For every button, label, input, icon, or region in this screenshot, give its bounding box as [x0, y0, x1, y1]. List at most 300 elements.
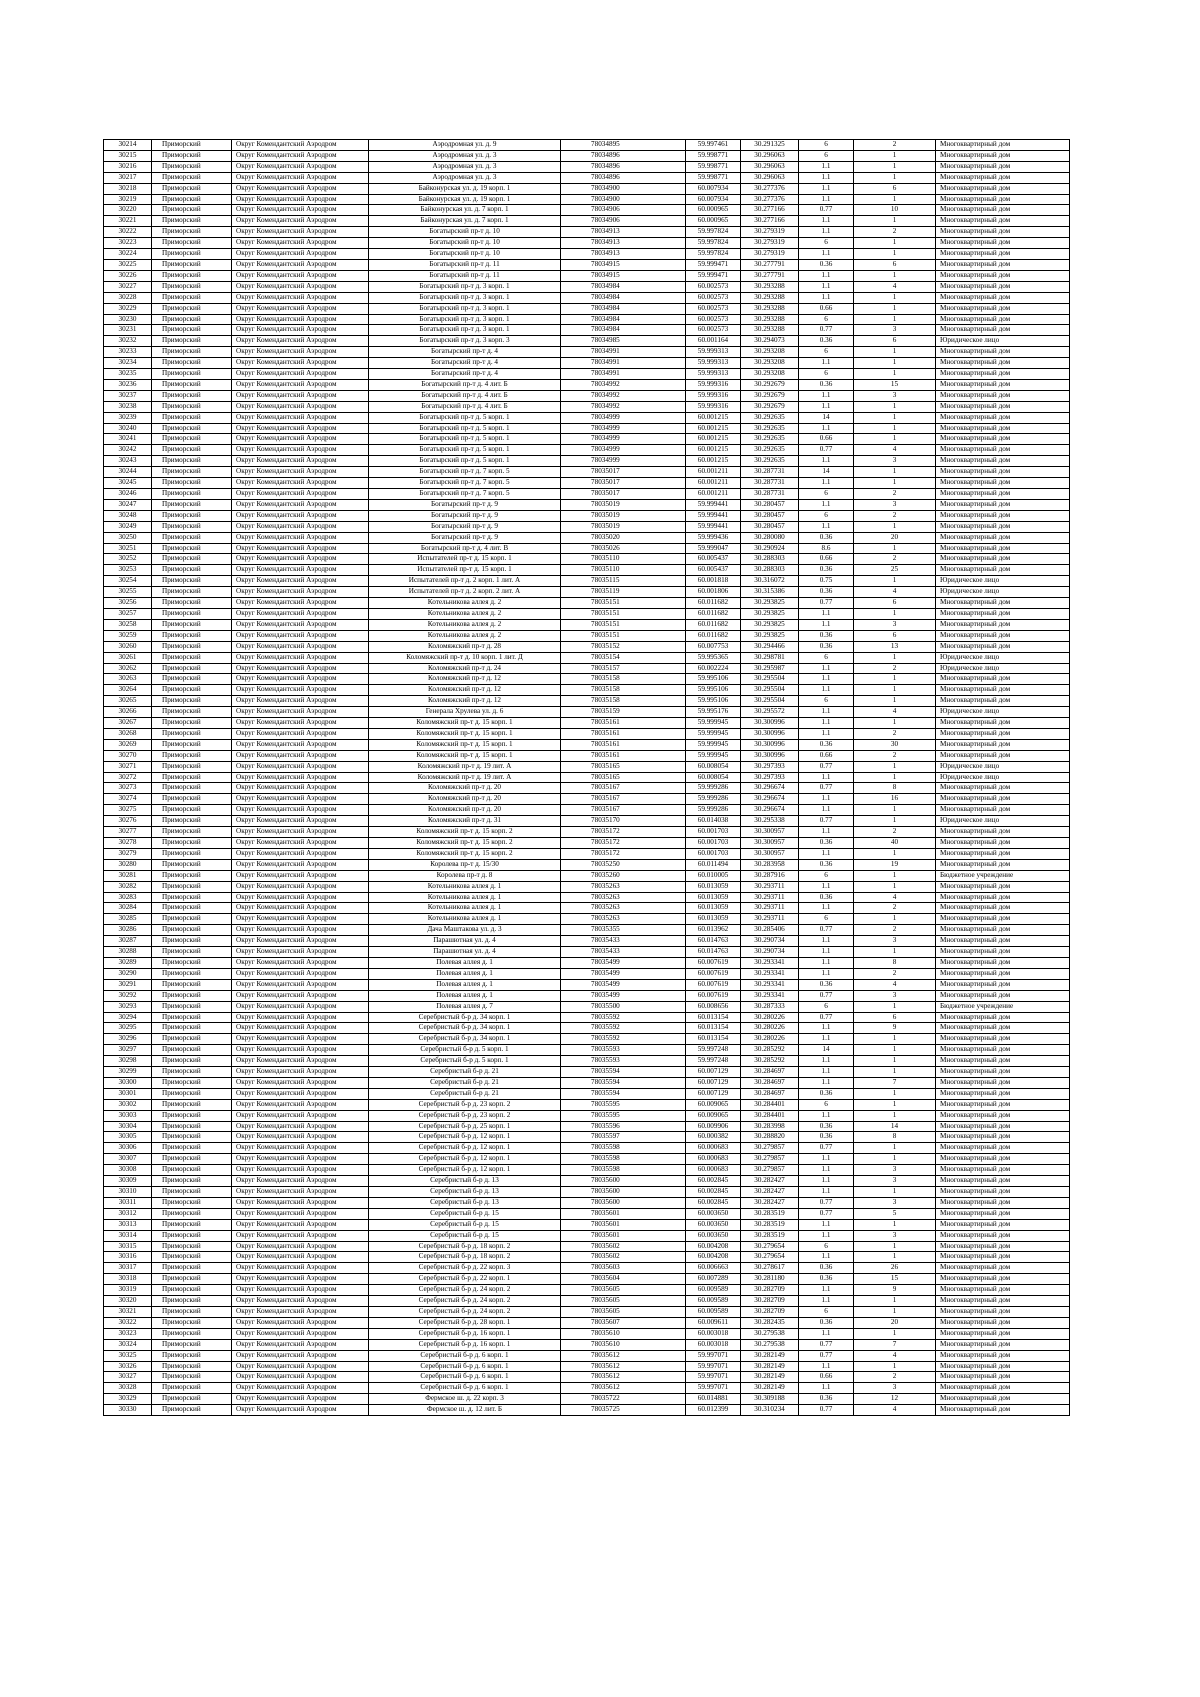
volume-cell: 1.1: [799, 1110, 854, 1121]
volume-cell: 1.1: [799, 183, 854, 194]
building-code-cell: 78035170: [561, 816, 686, 827]
building-code-cell: 78035725: [561, 1405, 686, 1416]
volume-cell: 1.1: [799, 619, 854, 630]
building-code-cell: 78034999: [561, 456, 686, 467]
building-code-cell: 78034913: [561, 249, 686, 260]
object-type-cell: Многоквартирный дом: [936, 249, 1070, 260]
count-cell: 30: [854, 739, 936, 750]
row-id: 30269: [104, 739, 152, 750]
row-id: 30309: [104, 1176, 152, 1187]
count-cell: 4: [854, 587, 936, 598]
district-cell: Приморский: [152, 1012, 232, 1023]
building-code-cell: 78035598: [561, 1154, 686, 1165]
volume-cell: 0.36: [799, 1121, 854, 1132]
row-id: 30227: [104, 281, 152, 292]
volume-cell: 1.1: [799, 827, 854, 838]
volume-cell: 14: [799, 1045, 854, 1056]
municipal-okrug-cell: Округ Комендантский Аэродром: [232, 1023, 369, 1034]
address-cell: Серебристый б-р д. 5 корп. 1: [369, 1045, 561, 1056]
district-cell: Приморский: [152, 325, 232, 336]
longitude-cell: 30.292635: [741, 456, 799, 467]
object-type-cell: Многоквартирный дом: [936, 161, 1070, 172]
longitude-cell: 30.279654: [741, 1241, 799, 1252]
municipal-okrug-cell: Округ Комендантский Аэродром: [232, 783, 369, 794]
row-id: 30216: [104, 161, 152, 172]
row-id: 30328: [104, 1383, 152, 1394]
address-cell: Аэродромная ул. д. 3: [369, 150, 561, 161]
district-cell: Приморский: [152, 489, 232, 500]
table-row: [104, 521, 1070, 532]
table-row: [104, 1176, 1070, 1187]
building-code-cell: 78035603: [561, 1263, 686, 1274]
municipal-okrug-cell: Округ Комендантский Аэродром: [232, 445, 369, 456]
municipal-okrug-cell: Округ Комендантский Аэродром: [232, 412, 369, 423]
object-type-cell: Многоквартирный дом: [936, 1219, 1070, 1230]
volume-cell: 6: [799, 652, 854, 663]
address-cell: Богатырский пр-т д. 9: [369, 499, 561, 510]
address-cell: Серебристый б-р д. 23 корп. 2: [369, 1110, 561, 1121]
district-cell: Приморский: [152, 728, 232, 739]
municipal-okrug-cell: Округ Комендантский Аэродром: [232, 521, 369, 532]
municipal-okrug-cell: Округ Комендантский Аэродром: [232, 1241, 369, 1252]
building-code-cell: 78035017: [561, 489, 686, 500]
longitude-cell: 30.288820: [741, 1132, 799, 1143]
row-id: 30243: [104, 456, 152, 467]
municipal-okrug-cell: Округ Комендантский Аэродром: [232, 641, 369, 652]
longitude-cell: 30.296674: [741, 783, 799, 794]
object-type-cell: Многоквартирный дом: [936, 957, 1070, 968]
longitude-cell: 30.290924: [741, 543, 799, 554]
longitude-cell: 30.293341: [741, 968, 799, 979]
object-type-cell: Юридическое лицо: [936, 772, 1070, 783]
object-type-cell: Многоквартирный дом: [936, 205, 1070, 216]
table-row: [104, 1023, 1070, 1034]
table-row: [104, 543, 1070, 554]
latitude-cell: 60.001215: [686, 456, 741, 467]
row-id: 30241: [104, 434, 152, 445]
object-type-cell: Многоквартирный дом: [936, 947, 1070, 958]
table-row: [104, 772, 1070, 783]
row-id: 30322: [104, 1317, 152, 1328]
table-row: [104, 1361, 1070, 1372]
building-code-cell: 78035605: [561, 1285, 686, 1296]
table-row: [104, 859, 1070, 870]
municipal-okrug-cell: Округ Комендантский Аэродром: [232, 1143, 369, 1154]
volume-cell: 1.1: [799, 1165, 854, 1176]
volume-cell: 1.1: [799, 707, 854, 718]
building-code-cell: 78034984: [561, 292, 686, 303]
municipal-okrug-cell: Округ Комендантский Аэродром: [232, 1077, 369, 1088]
building-code-cell: 78035017: [561, 467, 686, 478]
municipal-okrug-cell: Округ Комендантский Аэродром: [232, 1263, 369, 1274]
municipal-okrug-cell: Округ Комендантский Аэродром: [232, 303, 369, 314]
address-cell: Фермское ш. д. 12 лит. Б: [369, 1405, 561, 1416]
longitude-cell: 30.293825: [741, 619, 799, 630]
table-row: [104, 630, 1070, 641]
latitude-cell: 60.002573: [686, 303, 741, 314]
row-id: 30284: [104, 903, 152, 914]
count-cell: 3: [854, 990, 936, 1001]
object-type-cell: Многоквартирный дом: [936, 1252, 1070, 1263]
longitude-cell: 30.293288: [741, 281, 799, 292]
volume-cell: 0.36: [799, 892, 854, 903]
table-row: [104, 1077, 1070, 1088]
table-row: [104, 1285, 1070, 1296]
count-cell: 1: [854, 303, 936, 314]
municipal-okrug-cell: Округ Комендантский Аэродром: [232, 608, 369, 619]
address-cell: Коломяжский пр-т д. 12: [369, 674, 561, 685]
municipal-okrug-cell: Округ Комендантский Аэродром: [232, 587, 369, 598]
volume-cell: 6: [799, 140, 854, 151]
address-cell: Серебристый б-р д. 6 корп. 1: [369, 1350, 561, 1361]
object-type-cell: Многоквартирный дом: [936, 1197, 1070, 1208]
row-id: 30280: [104, 859, 152, 870]
municipal-okrug-cell: Округ Комендантский Аэродром: [232, 816, 369, 827]
longitude-cell: 30.293208: [741, 358, 799, 369]
latitude-cell: 59.997071: [686, 1361, 741, 1372]
count-cell: 1: [854, 238, 936, 249]
count-cell: 1: [854, 521, 936, 532]
address-cell: Испытателей пр-т д. 2 корп. 1 лит. А: [369, 576, 561, 587]
address-cell: Байконурская ул. д. 19 корп. 1: [369, 183, 561, 194]
latitude-cell: 59.995176: [686, 707, 741, 718]
address-cell: Котельникова аллея д. 1: [369, 903, 561, 914]
district-cell: Приморский: [152, 608, 232, 619]
latitude-cell: 60.000382: [686, 1132, 741, 1143]
volume-cell: 1.1: [799, 1056, 854, 1067]
address-cell: Коломяжский пр-т д. 20: [369, 783, 561, 794]
object-type-cell: Многоквартирный дом: [936, 314, 1070, 325]
count-cell: 6: [854, 630, 936, 641]
object-type-cell: Юридическое лицо: [936, 336, 1070, 347]
volume-cell: 0.77: [799, 1197, 854, 1208]
district-cell: Приморский: [152, 194, 232, 205]
municipal-okrug-cell: Округ Комендантский Аэродром: [232, 292, 369, 303]
table-row: [104, 1252, 1070, 1263]
building-code-cell: 78035592: [561, 1012, 686, 1023]
building-code-cell: 78035017: [561, 478, 686, 489]
table-row: [104, 412, 1070, 423]
building-code-cell: 78035600: [561, 1187, 686, 1198]
municipal-okrug-cell: Округ Комендантский Аэродром: [232, 794, 369, 805]
longitude-cell: 30.280226: [741, 1023, 799, 1034]
row-id: 30218: [104, 183, 152, 194]
latitude-cell: 59.999047: [686, 543, 741, 554]
count-cell: 1: [854, 1099, 936, 1110]
municipal-okrug-cell: Округ Комендантский Аэродром: [232, 1056, 369, 1067]
longitude-cell: 30.293288: [741, 303, 799, 314]
building-code-cell: 78035601: [561, 1219, 686, 1230]
row-id: 30252: [104, 554, 152, 565]
municipal-okrug-cell: Округ Комендантский Аэродром: [232, 1274, 369, 1285]
latitude-cell: 60.001703: [686, 838, 741, 849]
count-cell: 3: [854, 1176, 936, 1187]
address-cell: Коломяжский пр-т д. 19 лит. А: [369, 761, 561, 772]
count-cell: 1: [854, 358, 936, 369]
longitude-cell: 30.280226: [741, 1012, 799, 1023]
building-code-cell: 78035158: [561, 696, 686, 707]
count-cell: 1: [854, 1001, 936, 1012]
longitude-cell: 30.283519: [741, 1230, 799, 1241]
table-row: [104, 903, 1070, 914]
district-cell: Приморский: [152, 1405, 232, 1416]
longitude-cell: 30.282435: [741, 1317, 799, 1328]
longitude-cell: 30.282149: [741, 1361, 799, 1372]
district-cell: Приморский: [152, 947, 232, 958]
row-id: 30258: [104, 619, 152, 630]
address-cell: Серебристый б-р д. 13: [369, 1197, 561, 1208]
volume-cell: 0.77: [799, 1012, 854, 1023]
latitude-cell: 60.000965: [686, 216, 741, 227]
longitude-cell: 30.310234: [741, 1405, 799, 1416]
district-cell: Приморский: [152, 227, 232, 238]
count-cell: 1: [854, 881, 936, 892]
volume-cell: 0.36: [799, 565, 854, 576]
table-row: [104, 750, 1070, 761]
latitude-cell: 59.999286: [686, 805, 741, 816]
address-cell: Богатырский пр-т д. 3 корп. 1: [369, 325, 561, 336]
count-cell: 3: [854, 936, 936, 947]
building-code-cell: 78034900: [561, 194, 686, 205]
district-cell: Приморский: [152, 216, 232, 227]
address-cell: Полевая аллея д. 1: [369, 990, 561, 1001]
volume-cell: 0.77: [799, 816, 854, 827]
latitude-cell: 60.001703: [686, 827, 741, 838]
district-cell: Приморский: [152, 554, 232, 565]
object-type-cell: Многоквартирный дом: [936, 1394, 1070, 1405]
table-row: [104, 914, 1070, 925]
volume-cell: 1.1: [799, 456, 854, 467]
district-cell: Приморский: [152, 1317, 232, 1328]
building-code-cell: 78034896: [561, 150, 686, 161]
district-cell: Приморский: [152, 1077, 232, 1088]
table-row: [104, 619, 1070, 630]
address-cell: Богатырский пр-т д. 4: [369, 347, 561, 358]
object-type-cell: Многоквартирный дом: [936, 412, 1070, 423]
latitude-cell: 60.005437: [686, 565, 741, 576]
municipal-okrug-cell: Округ Комендантский Аэродром: [232, 619, 369, 630]
row-id: 30249: [104, 521, 152, 532]
table-row: [104, 336, 1070, 347]
row-id: 30286: [104, 925, 152, 936]
object-type-cell: Многоквартирный дом: [936, 1165, 1070, 1176]
volume-cell: 6: [799, 314, 854, 325]
longitude-cell: 30.293288: [741, 314, 799, 325]
table-row: [104, 968, 1070, 979]
latitude-cell: 60.001806: [686, 587, 741, 598]
object-type-cell: Многоквартирный дом: [936, 510, 1070, 521]
municipal-okrug-cell: Округ Комендантский Аэродром: [232, 979, 369, 990]
count-cell: 1: [854, 172, 936, 183]
address-cell: Серебристый б-р д. 18 корп. 2: [369, 1252, 561, 1263]
longitude-cell: 30.293711: [741, 881, 799, 892]
volume-cell: 1.1: [799, 270, 854, 281]
count-cell: 26: [854, 1263, 936, 1274]
latitude-cell: 60.013962: [686, 925, 741, 936]
district-cell: Приморский: [152, 914, 232, 925]
building-code-cell: 78035604: [561, 1274, 686, 1285]
district-cell: Приморский: [152, 739, 232, 750]
district-cell: Приморский: [152, 205, 232, 216]
latitude-cell: 60.002573: [686, 314, 741, 325]
longitude-cell: 30.296674: [741, 794, 799, 805]
table-row: [104, 1328, 1070, 1339]
object-type-cell: Многоквартирный дом: [936, 936, 1070, 947]
row-id: 30312: [104, 1208, 152, 1219]
row-id: 30281: [104, 870, 152, 881]
district-cell: Приморский: [152, 445, 232, 456]
count-cell: 6: [854, 259, 936, 270]
row-id: 30329: [104, 1394, 152, 1405]
volume-cell: 1.1: [799, 1361, 854, 1372]
building-code-cell: 78034906: [561, 216, 686, 227]
table-row: [104, 1045, 1070, 1056]
count-cell: 1: [854, 1241, 936, 1252]
table-row: [104, 565, 1070, 576]
count-cell: 1: [854, 161, 936, 172]
volume-cell: 0.66: [799, 750, 854, 761]
address-cell: Богатырский пр-т д. 5 корп. 1: [369, 456, 561, 467]
building-code-cell: 78035165: [561, 772, 686, 783]
row-id: 30292: [104, 990, 152, 1001]
district-cell: Приморский: [152, 1394, 232, 1405]
row-id: 30315: [104, 1241, 152, 1252]
object-type-cell: Многоквартирный дом: [936, 1088, 1070, 1099]
object-type-cell: Многоквартирный дом: [936, 881, 1070, 892]
address-cell: Серебристый б-р д. 13: [369, 1176, 561, 1187]
row-id: 30285: [104, 914, 152, 925]
address-cell: Богатырский пр-т д. 9: [369, 532, 561, 543]
municipal-okrug-cell: Округ Комендантский Аэродром: [232, 728, 369, 739]
building-code-cell: 78035161: [561, 718, 686, 729]
longitude-cell: 30.292679: [741, 390, 799, 401]
address-cell: Полевая аллея д. 1: [369, 957, 561, 968]
volume-cell: 1.1: [799, 227, 854, 238]
longitude-cell: 30.279857: [741, 1143, 799, 1154]
municipal-okrug-cell: Округ Комендантский Аэродром: [232, 718, 369, 729]
table-row: [104, 358, 1070, 369]
count-cell: 1: [854, 369, 936, 380]
object-type-cell: Многоквартирный дом: [936, 281, 1070, 292]
municipal-okrug-cell: Округ Комендантский Аэродром: [232, 750, 369, 761]
object-type-cell: Многоквартирный дом: [936, 1274, 1070, 1285]
table-row: [104, 761, 1070, 772]
district-cell: Приморский: [152, 336, 232, 347]
building-code-cell: 78035595: [561, 1110, 686, 1121]
municipal-okrug-cell: Округ Комендантский Аэродром: [232, 1252, 369, 1263]
object-type-cell: Многоквартирный дом: [936, 1306, 1070, 1317]
latitude-cell: 60.010005: [686, 870, 741, 881]
count-cell: 1: [854, 947, 936, 958]
volume-cell: 0.66: [799, 554, 854, 565]
object-type-cell: Многоквартирный дом: [936, 532, 1070, 543]
count-cell: 1: [854, 1252, 936, 1263]
district-cell: Приморский: [152, 510, 232, 521]
volume-cell: 1.1: [799, 216, 854, 227]
object-type-cell: Многоквартирный дом: [936, 1230, 1070, 1241]
building-code-cell: 78034992: [561, 401, 686, 412]
municipal-okrug-cell: Округ Комендантский Аэродром: [232, 838, 369, 849]
municipal-okrug-cell: Округ Комендантский Аэродром: [232, 947, 369, 958]
latitude-cell: 59.999945: [686, 718, 741, 729]
longitude-cell: 30.293825: [741, 598, 799, 609]
address-cell: Серебристый б-р д. 24 корп. 2: [369, 1306, 561, 1317]
row-id: 30283: [104, 892, 152, 903]
latitude-cell: 60.000965: [686, 205, 741, 216]
district-cell: Приморский: [152, 838, 232, 849]
address-cell: Богатырский пр-т д. 11: [369, 259, 561, 270]
municipal-okrug-cell: Округ Комендантский Аэродром: [232, 1099, 369, 1110]
latitude-cell: 59.995106: [686, 696, 741, 707]
address-cell: Серебристый б-р д. 34 корп. 1: [369, 1012, 561, 1023]
count-cell: 1: [854, 216, 936, 227]
municipal-okrug-cell: Округ Комендантский Аэродром: [232, 1187, 369, 1198]
address-cell: Богатырский пр-т д. 3 корп. 1: [369, 292, 561, 303]
longitude-cell: 30.291325: [741, 140, 799, 151]
table-row: [104, 478, 1070, 489]
volume-cell: 1.1: [799, 805, 854, 816]
row-id: 30311: [104, 1197, 152, 1208]
address-cell: Серебристый б-р д. 18 корп. 2: [369, 1241, 561, 1252]
district-cell: Приморский: [152, 925, 232, 936]
count-cell: 1: [854, 772, 936, 783]
municipal-okrug-cell: Округ Комендантский Аэродром: [232, 630, 369, 641]
building-code-cell: 78035601: [561, 1230, 686, 1241]
district-cell: Приморский: [152, 1328, 232, 1339]
volume-cell: 0.77: [799, 598, 854, 609]
district-cell: Приморский: [152, 467, 232, 478]
object-type-cell: Многоквартирный дом: [936, 827, 1070, 838]
district-cell: Приморский: [152, 619, 232, 630]
municipal-okrug-cell: Округ Комендантский Аэродром: [232, 1165, 369, 1176]
count-cell: 2: [854, 903, 936, 914]
municipal-okrug-cell: Округ Комендантский Аэродром: [232, 1296, 369, 1307]
district-cell: Приморский: [152, 990, 232, 1001]
latitude-cell: 59.999945: [686, 739, 741, 750]
row-id: 30250: [104, 532, 152, 543]
row-id: 30242: [104, 445, 152, 456]
table-row: [104, 685, 1070, 696]
count-cell: 1: [854, 543, 936, 554]
latitude-cell: 60.001215: [686, 445, 741, 456]
table-row: [104, 1372, 1070, 1383]
latitude-cell: 59.999286: [686, 783, 741, 794]
latitude-cell: 59.998771: [686, 172, 741, 183]
object-type-cell: Многоквартирный дом: [936, 434, 1070, 445]
building-code-cell: 78035172: [561, 848, 686, 859]
object-type-cell: Многоквартирный дом: [936, 1383, 1070, 1394]
address-cell: Фермское ш. д. 22 корп. 3: [369, 1394, 561, 1405]
table-row: [104, 1034, 1070, 1045]
longitude-cell: 30.288303: [741, 565, 799, 576]
count-cell: 1: [854, 1067, 936, 1078]
municipal-okrug-cell: Округ Комендантский Аэродром: [232, 1154, 369, 1165]
table-row: [104, 1110, 1070, 1121]
row-id: 30275: [104, 805, 152, 816]
address-cell: Богатырский пр-т д. 11: [369, 270, 561, 281]
table-row: [104, 183, 1070, 194]
table-row: [104, 347, 1070, 358]
volume-cell: 1.1: [799, 881, 854, 892]
municipal-okrug-cell: Округ Комендантский Аэродром: [232, 554, 369, 565]
longitude-cell: 30.292679: [741, 401, 799, 412]
count-cell: 1: [854, 423, 936, 434]
address-cell: Коломяжский пр-т д. 19 лит. А: [369, 772, 561, 783]
district-cell: Приморский: [152, 1165, 232, 1176]
latitude-cell: 60.001211: [686, 478, 741, 489]
building-code-cell: 78035026: [561, 543, 686, 554]
building-code-cell: 78035158: [561, 674, 686, 685]
